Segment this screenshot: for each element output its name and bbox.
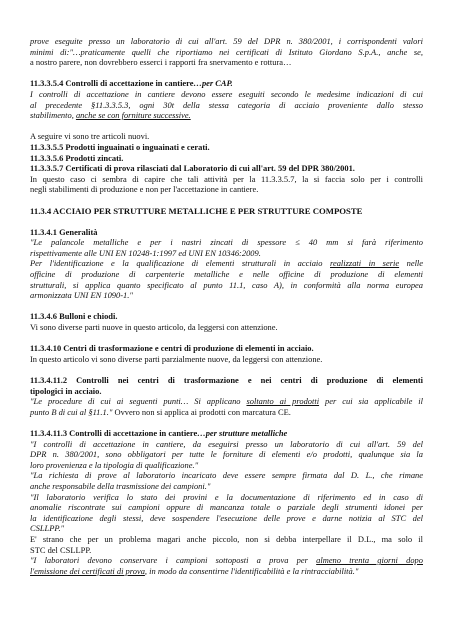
- section-heading: 11.3.3.5.5 Prodotti inguainati o inguainati e cerati.: [30, 141, 210, 152]
- section-11-3-4-10: [30, 343, 423, 364]
- quote-line: stabilimento, anche se con forniture successive.: [30, 110, 191, 121]
- quote-line: l'emissione dei certificati di prova, in modo da consentirne l'identificabilità e la rintracciabilità.": [30, 565, 359, 576]
- quote-line: strutturali, si applica quanto specificato al punto 11.1, caso A), in conformità alla norma europea: [30, 279, 423, 290]
- document-page: [30, 36, 423, 576]
- quote-line: al precedente §11.3.3.5.3, ogni 30t della stessa categoria di acciaio proveniente dallo stesso: [30, 99, 423, 110]
- quote-line: DPR n. 380/2001, sono obbligatori per tutte le forniture di elementi e/o prodotti, qualunque sia la: [30, 449, 423, 460]
- quote-line: rispettivamente alle UNI EN 10248-1:1997 ed UNI EN 10346:2009.: [30, 247, 261, 258]
- quote-line: Per l'identificazione e la qualificazione di elementi strutturali in acciaio realizzati in serie nelle: [30, 258, 424, 269]
- quote-line: "Le palancole metalliche e per i nastri zincati di spessore ≤ 40 mm si farà riferimento: [30, 237, 423, 248]
- quote-line: loro provenienza e la tipologia di qualificazione.": [30, 459, 199, 470]
- chapter-heading: 11.3.4 ACCIAIO PER STRUTTURE METALLICHE E PER STRUTTURE COMPOSTE: [30, 205, 363, 216]
- section-heading: tipologici in acciaio.: [30, 385, 102, 396]
- quote-line: anche responsabile della trasmissione dei campioni.": [30, 480, 211, 491]
- section-11-3-4-11-3: [30, 428, 423, 576]
- section-heading: 11.3.3.5.7 Certificati di prova rilasciati dal Laboratorio di cui all'art. 59 del DPR 380/2001.: [30, 163, 355, 174]
- body-line: negli stabilimenti di produzione e non per l'accettazione in cantiere.: [30, 184, 259, 195]
- quote-line: "La richiesta di prove al laboratorio incaricato deve essere sempre firmata dal D. L., che rimane: [30, 470, 423, 481]
- section-11-3-4-1: [30, 227, 423, 301]
- intro-paragraph: [30, 36, 423, 68]
- body-line: E' strano che per un problema magari anche piccolo, non si debba interpellare il D.L., ma solo il: [30, 533, 423, 544]
- quote-line: "I laboratori devono conservare i campioni sottoposti a prova per almeno trenta giorni dopo: [30, 555, 423, 566]
- section-heading: 11.3.4.6 Bulloni e chiodi.: [30, 311, 118, 322]
- section-11-3-4-11-2: [30, 375, 423, 417]
- section-heading: 11.3.4.11.2 Controlli nei centri di trasformazione e nei centri di produzione di elementi: [30, 375, 423, 385]
- body-line: STC del CSLLPP.: [30, 544, 92, 555]
- body-line: In questo caso ci sembra di capire che tali attività per la 11.3.3.5.7, la si faccia solo per i controlli: [30, 173, 423, 184]
- section-11-3-4-6: [30, 311, 423, 332]
- quote-line: officine di produzione di carpenterie metalliche e nelle officine di produzione di elementi: [30, 269, 423, 280]
- quote-line: "I controlli di accettazione in cantiere, da eseguirsi presso un laboratorio di cui all'art. 59 del: [30, 438, 423, 449]
- section-heading: 11.3.4.11.3 Controlli di accettazione in cantiere…per strutture metalliche: [30, 427, 288, 438]
- intro-line: a nostro parere, non dovrebbero esserci i rapporti fra snervamento e rottura…: [30, 57, 292, 68]
- section-11-3-3-5-4: [30, 78, 423, 120]
- section-heading: 11.3.4.1 Generalità: [30, 226, 98, 237]
- quote-line: la identificazione degli stessi, deve sospendere l'esecuzione delle prove e darne notizia al STC del: [30, 512, 423, 523]
- intro-line: prove eseguite presso un laboratorio di cui all'art. 59 del DPR n. 380/2001, i corrispondenti valori: [30, 36, 423, 46]
- section-heading: 11.3.3.5.6 Prodotti zincati.: [30, 152, 124, 163]
- section-heading: 11.3.3.5.4 Controlli di accettazione in cantiere…per CAP.: [30, 78, 233, 89]
- section-heading: 11.3.4.10 Centri di trasformazione e centri di produzione di elementi in acciaio.: [30, 343, 314, 354]
- quote-line: armonizzata UNI EN 1090-1.": [30, 290, 133, 301]
- intro-line: minimi di:"…praticamente quelli che riportiamo nei certificati di Istituto Giordano S.p.A., anche se,: [30, 46, 423, 57]
- quote-line: anomalie riscontrate sui campioni oppure di mancanza totale o parziale degli strumenti idonei per: [30, 502, 423, 513]
- quote-line: "Le procedure di cui ai seguenti punti… Si applicano soltanto ai prodotti per cui sia applicabile il: [30, 396, 423, 407]
- quote-line: CSLLPP.": [30, 523, 65, 534]
- body-line: punto B di cui al §11.1." Ovvero non si applica ai prodotti con marcatura CE.: [30, 406, 291, 417]
- body-line: Vi sono diverse parti nuove in questo articolo, da leggersi con attenzione.: [30, 322, 278, 333]
- quote-line: I controlli di accettazione in cantiere devono essere eseguiti secondo le medesime indicazioni di cui: [30, 88, 423, 99]
- body-line: In questo articolo vi sono diverse parti parzialmente nuove, da leggersi con attenzione.: [30, 353, 323, 364]
- new-articles-block: [30, 131, 423, 195]
- body-line: A seguire vi sono tre articoli nuovi.: [30, 131, 150, 142]
- quote-line: "Il laboratorio verifica lo stato dei provini e la documentazione di riferimento ed in caso di: [30, 491, 423, 502]
